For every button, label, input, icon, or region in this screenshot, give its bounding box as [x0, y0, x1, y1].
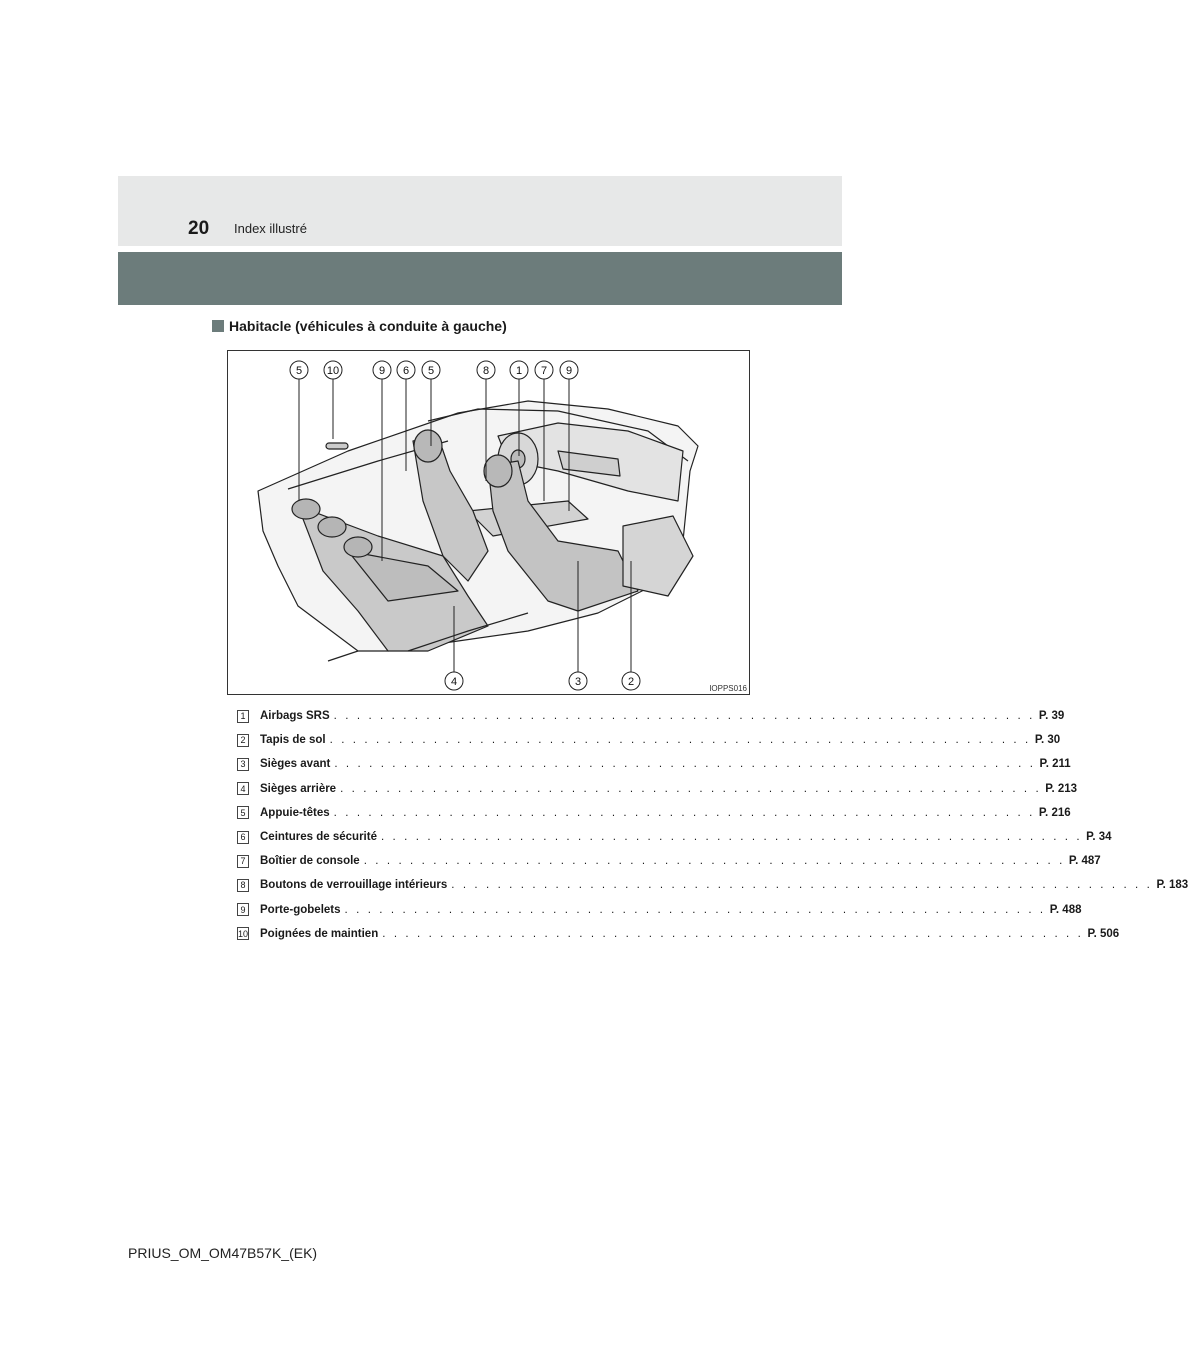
page-ref-link[interactable]: P. 34	[1086, 831, 1112, 844]
page-number: 20	[188, 218, 210, 239]
callout-label: 4	[450, 676, 458, 688]
list-item	[237, 752, 1071, 776]
callout-label: 10	[326, 365, 340, 377]
item-number: 2	[237, 734, 249, 747]
item-number: 4	[237, 782, 249, 795]
list-item	[237, 801, 1071, 825]
footer-code: PRIUS_OM_OM47B57K_(EK)	[128, 1245, 318, 1261]
dot-leader: . . . . . . . . . . . . . . . . . . . . . . . . . . . . . . . . . . . . . . . . . . . . . . . . . . . . . . . . . . . . .	[382, 927, 1084, 940]
item-number: 8	[237, 879, 249, 892]
list-item	[237, 825, 1112, 849]
item-label: Airbags SRS	[260, 710, 330, 723]
dot-leader: . . . . . . . . . . . . . . . . . . . . . . . . . . . . . . . . . . . . . . . . . . . . . . . . . . . . . . . . . . . . .	[334, 758, 1036, 771]
item-label: Porte-gobelets	[260, 903, 341, 916]
dot-leader: . . . . . . . . . . . . . . . . . . . . . . . . . . . . . . . . . . . . . . . . . . . . . . . . . . . . . . . . . . . . .	[451, 879, 1153, 892]
item-label: Boutons de verrouillage intérieurs	[260, 879, 448, 892]
figure-code: IOPPS016	[709, 684, 747, 693]
item-number: 5	[237, 806, 249, 819]
item-label: Boîtier de console	[260, 855, 360, 868]
page-ref-link[interactable]: P. 216	[1038, 806, 1071, 819]
index-list	[237, 704, 1188, 946]
header-title: Index illustré	[234, 221, 307, 236]
list-item	[237, 922, 1120, 946]
page-ref-link[interactable]: P. 506	[1087, 927, 1120, 940]
callout-label: 3	[574, 676, 582, 688]
page-ref-link[interactable]: P. 487	[1068, 855, 1101, 868]
item-number: 7	[237, 855, 249, 868]
list-item	[237, 704, 1065, 728]
item-number: 1	[237, 710, 249, 723]
list-item	[237, 849, 1101, 873]
list-item	[237, 898, 1082, 922]
section-title: Habitacle (véhicules à conduite à gauche)	[229, 318, 507, 334]
item-label: Sièges arrière	[260, 782, 337, 795]
dot-leader: . . . . . . . . . . . . . . . . . . . . . . . . . . . . . . . . . . . . . . . . . . . . . . . . . . . . . . . . . . . . .	[344, 903, 1046, 916]
page-ref-link[interactable]: P. 39	[1038, 710, 1065, 723]
item-number: 9	[237, 903, 249, 916]
item-number: 10	[238, 928, 249, 939]
page-ref-link[interactable]: P. 30	[1034, 734, 1061, 747]
callout-label: 9	[565, 365, 573, 377]
callout-label: 8	[482, 365, 490, 377]
list-item	[237, 728, 1061, 752]
cabin-illustration	[227, 350, 750, 695]
dot-leader: . . . . . . . . . . . . . . . . . . . . . . . . . . . . . . . . . . . . . . . . . . . . . . . . . . . . . . . . . . . . .	[340, 782, 1042, 795]
page-ref-link[interactable]: P. 211	[1039, 758, 1071, 771]
item-number: 3	[237, 758, 249, 771]
page-ref-link[interactable]: P. 183	[1156, 879, 1188, 892]
dot-leader: . . . . . . . . . . . . . . . . . . . . . . . . . . . . . . . . . . . . . . . . . . . . . . . . . . . . . . . . . . . . .	[380, 831, 1083, 844]
callout-label: 2	[627, 676, 635, 688]
list-item	[237, 873, 1188, 897]
callout-label: 7	[540, 365, 548, 377]
item-label: Ceintures de sécurité	[260, 831, 377, 844]
dot-leader: . . . . . . . . . . . . . . . . . . . . . . . . . . . . . . . . . . . . . . . . . . . . . . . . . . . . . . . . . . . . .	[333, 806, 1035, 819]
header-dark-band	[118, 252, 842, 305]
item-label: Tapis de sol	[260, 734, 326, 747]
dot-leader: . . . . . . . . . . . . . . . . . . . . . . . . . . . . . . . . . . . . . . . . . . . . . . . . . . . . . . . . . . . . .	[363, 855, 1065, 868]
item-label: Poignées de maintien	[260, 927, 379, 940]
item-label: Appuie-têtes	[260, 806, 330, 819]
callout-label: 6	[402, 365, 410, 377]
header-band	[118, 176, 842, 246]
callout-label: 5	[295, 365, 303, 377]
item-number: 6	[237, 831, 249, 844]
page-ref-link[interactable]: P. 213	[1045, 782, 1078, 795]
dot-leader: . . . . . . . . . . . . . . . . . . . . . . . . . . . . . . . . . . . . . . . . . . . . . . . . . . . . . . . . . . . . .	[329, 734, 1031, 747]
callout-label: 5	[427, 365, 435, 377]
list-item	[237, 777, 1078, 801]
item-label: Sièges avant	[260, 758, 331, 771]
callout-overlay	[228, 351, 749, 694]
callout-label: 9	[378, 365, 386, 377]
page-ref-link[interactable]: P. 488	[1049, 903, 1082, 916]
section-heading	[212, 318, 507, 334]
section-marker-icon	[212, 320, 224, 332]
dot-leader: . . . . . . . . . . . . . . . . . . . . . . . . . . . . . . . . . . . . . . . . . . . . . . . . . . . . . . . . . . . . .	[333, 710, 1035, 723]
callout-label: 1	[515, 365, 523, 377]
